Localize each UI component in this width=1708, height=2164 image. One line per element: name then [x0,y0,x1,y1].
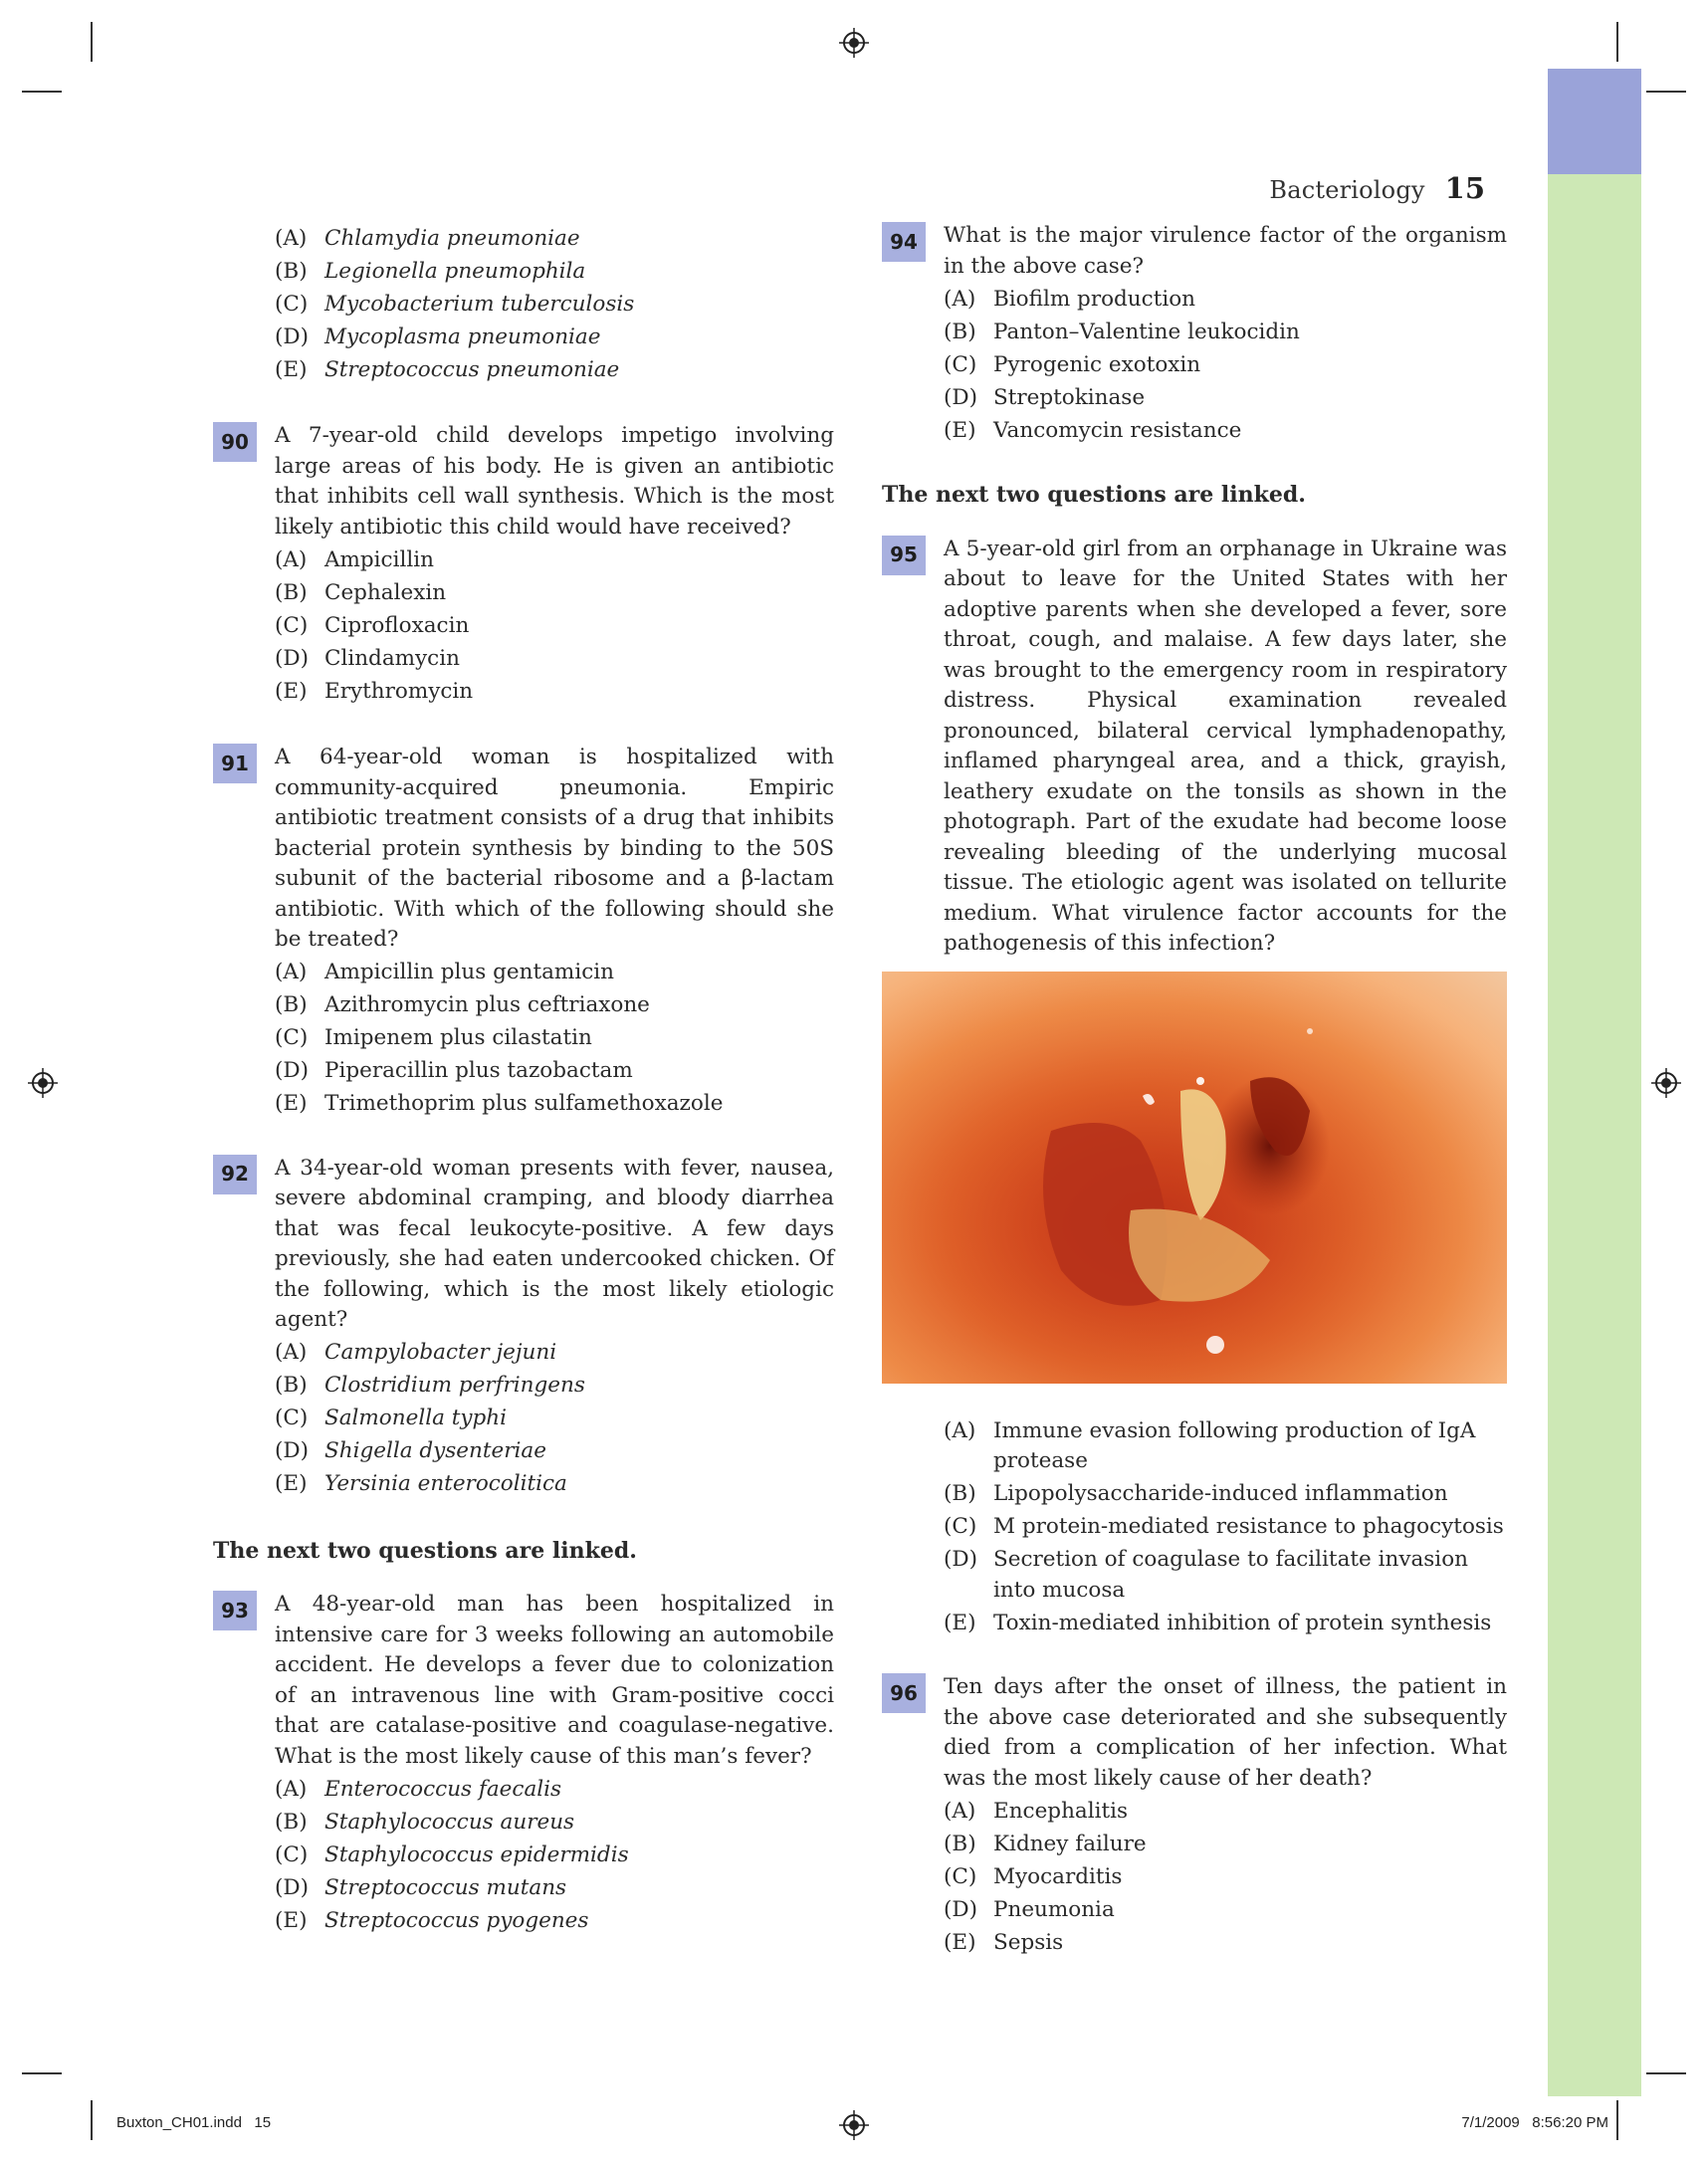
options-list [275,958,834,1120]
option-b: (B) Clostridium perfringens [275,1373,585,1398]
options-list [944,285,1507,447]
option-a: (A) Biofilm production [944,286,1196,312]
crop-mark [1646,91,1686,93]
option-d: (D) Streptokinase [944,384,1146,410]
question-number: 94 [882,222,926,262]
question-stem: A 48-year-old man has been hospitalized in intensive care for 3 weeks following an automobile accident. He develops a fever due to colonization of an intravenous line with Gram-positive cocci that are catalase-positive and coagulase-negative. What is the most likely cause of this man’s fever? [275,1592,834,1769]
crop-mark [91,2100,93,2140]
tonsil-exudate-photo [882,972,1507,1384]
crop-mark [22,91,62,93]
question-number: 90 [213,422,257,462]
question-stem: A 64-year-old woman is hospitalized with community-acquired pneumonia. Empiric antibiotic treatment consists of a drug that inhibits bacterial protein synthesis by binding to the 50S subunit of the bacterial ribosome and a β-lactam antibiotic. With which of the following should she be treated? [275,745,834,952]
option-d: (D) Piperacillin plus tazobactam [275,1058,633,1083]
option-a: (A) Ampicillin [275,546,434,572]
option-c: (C) Staphylococcus epidermidis [275,1841,629,1867]
crop-mark [22,2072,62,2074]
option-b: (B) Lipopolysaccharide-induced inflammation [944,1481,1448,1506]
registration-mark-icon [1651,1068,1681,1098]
options-list [275,224,834,386]
crop-mark [1616,22,1618,62]
question-93 [213,1590,834,1936]
option-c: (C) Myocarditis [944,1863,1123,1889]
running-head [1269,171,1485,205]
question-stem: A 7-year-old child develops impetigo involving large areas of his body. He is given an antibiotic that inhibits cell wall synthesis. Which is the most likely antibiotic this child would have received? [275,423,834,540]
question-95-options [882,1416,1507,1639]
option-d: (D) Shigella dysenteriae [275,1438,546,1463]
crop-mark [1616,2100,1618,2140]
registration-mark-icon [839,28,869,58]
option-e: (E) Streptococcus pyogenes [275,1907,589,1933]
left-column [213,221,834,1936]
option-e: (E) Sepsis [944,1929,1064,1955]
option-e: (E) Streptococcus pneumoniae [275,356,620,382]
option-e: (E) Vancomycin resistance [944,417,1242,443]
options-list [275,1338,834,1500]
option-c: (C) Pyrogenic exotoxin [944,351,1201,377]
question-number: 96 [882,1673,926,1713]
options-list [275,1775,834,1937]
option-d: (D) Streptococcus mutans [275,1874,567,1900]
footer-timestamp: 7/1/2009 8:56:20 PM [1461,2114,1608,2131]
crop-mark [1646,2072,1686,2074]
photo-illustration [882,972,1507,1384]
question-number: 91 [213,744,257,783]
registration-mark-icon [28,1068,58,1098]
option-d: (D) Pneumonia [944,1896,1115,1922]
question-stem: A 34-year-old woman presents with fever, nausea, severe abdominal cramping, and bloody diarrhea that was fecal leukocyte-positive. A few days previously, she had eaten undercooked chicken. Of the following, which is the most likely etiologic agent? [275,1155,834,1332]
question-89-continued [213,224,834,386]
question-95 [882,535,1507,960]
question-number: 95 [882,536,926,575]
option-a: (A) Encephalitis [944,1798,1129,1824]
question-number: 92 [213,1155,257,1194]
option-c: (C) Salmonella typhi [275,1406,508,1430]
option-a: (A) Immune evasion following production of IgA protease [944,1417,1476,1473]
page-number: 15 [1444,171,1485,205]
question-stem: A 5-year-old girl from an orphanage in Ukraine was about to leave for the United States with her adoptive parents when she developed a fever, sore throat, cough, and malaise. A few days later, she was brought to the emergency room in respiratory distress. Physical examination revealed pronounced, bilateral cervical lymphadenopathy, inflamed pharyngeal area, and a thick, grayish, leathery exudate on the tonsils as shown in the photograph. Part of the exudate had become loose revealing bleeding of the underlying mucosal tissue. The etiologic agent was isolated on tellurite medium. What virulence factor accounts for the pathogenesis of this infection? [944,536,1507,956]
option-a: (A) Campylobacter jejuni [275,1340,557,1365]
option-e: (E) Yersinia enterocolitica [275,1471,567,1496]
option-c: (C) Mycobacterium tuberculosis [275,291,635,317]
option-b: (B) Legionella pneumophila [275,258,586,284]
footer-file-slug: Buxton_CH01.indd 15 [116,2114,272,2131]
chapter-title: Bacteriology [1269,176,1425,204]
option-b: (B) Cephalexin [275,579,447,605]
question-90 [213,421,834,707]
crop-mark [91,22,93,62]
linked-questions-note: The next two questions are linked. [213,1537,637,1564]
option-b: (B) Staphylococcus aureus [275,1809,575,1835]
option-e: (E) Toxin-mediated inhibition of protein synthesis [944,1610,1492,1635]
option-e: (E) Erythromycin [275,678,474,704]
chapter-tab-strip [1548,174,1641,2096]
question-96 [882,1672,1507,1958]
option-c: (C) Ciprofloxacin [275,612,470,638]
chapter-tab [1548,69,1641,174]
options-list [275,545,834,708]
question-stem: What is the major virulence factor of the organism in the above case? [944,223,1507,279]
option-d: (D) Clindamycin [275,645,460,671]
option-c: (C) M protein-mediated resistance to phagocytosis [944,1514,1504,1539]
question-number: 93 [213,1591,257,1630]
right-column [882,221,1507,960]
option-a: (A) Chlamydia pneumoniae [275,225,580,251]
right-column-lower [882,1413,1507,1958]
option-b: (B) Panton–Valentine leukocidin [944,319,1300,344]
question-91 [213,743,834,1120]
registration-mark-icon [839,2110,869,2140]
option-b: (B) Kidney failure [944,1831,1147,1856]
option-c: (C) Imipenem plus cilastatin [275,1025,592,1050]
question-92 [213,1154,834,1500]
option-b: (B) Azithromycin plus ceftriaxone [275,992,650,1017]
question-94 [882,221,1507,446]
question-stem: Ten days after the onset of illness, the patient in the above case deteriorated and she subsequently died from a complication of her infection. What was the most likely cause of her death? [944,1674,1507,1791]
options-list [944,1416,1507,1639]
linked-questions-note: The next two questions are linked. [882,482,1306,508]
option-a: (A) Ampicillin plus gentamicin [275,960,614,984]
option-e: (E) Trimethoprim plus sulfamethoxazole [275,1091,724,1116]
option-d: (D) Secretion of coagulase to facilitate invasion into mucosa [944,1547,1468,1603]
option-d: (D) Mycoplasma pneumoniae [275,324,601,349]
options-list [944,1797,1507,1959]
option-a: (A) Enterococcus faecalis [275,1776,562,1802]
